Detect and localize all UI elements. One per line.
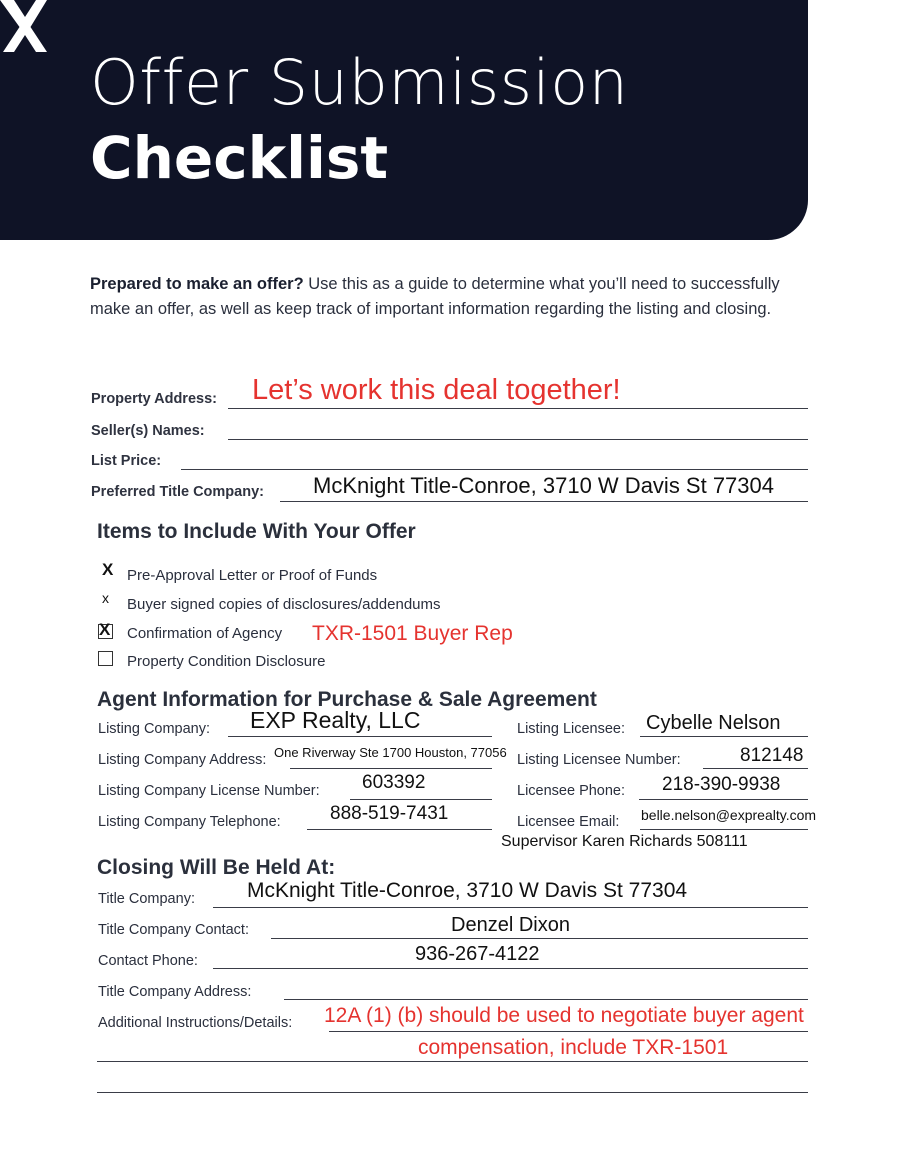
license-number-value[interactable]: 603392 <box>362 772 426 793</box>
agent-heading: Agent Information for Purchase & Sale Agreement <box>97 688 597 711</box>
closing-heading: Closing Will Be Held At: <box>97 856 336 879</box>
item-3-label: Confirmation of Agency <box>127 625 283 642</box>
contact-line <box>271 938 808 939</box>
intro-paragraph <box>90 272 810 321</box>
page-title-line1: Offer Submission <box>90 46 629 119</box>
exp-logo-icon <box>0 0 50 56</box>
page-title-line2: Checklist <box>90 124 389 192</box>
instructions-label: Additional Instructions/Details: <box>98 1015 293 1031</box>
contact-phone-line <box>213 968 808 969</box>
preferred-title-label: Preferred Title Company: <box>91 484 264 500</box>
licensee-email-value[interactable]: belle.nelson@exprealty.com <box>641 807 817 823</box>
intro-text: Use this as a guide to determine what you’ll need to successfully make an offer, as well as keep track of important information regarding the listing and closing. <box>90 275 780 318</box>
item-2-checkbox[interactable]: x <box>102 590 109 606</box>
header-banner <box>0 0 808 240</box>
property-address-line <box>228 408 808 409</box>
telephone-line <box>307 829 492 830</box>
title-company-value[interactable]: McKnight Title-Conroe, 3710 W Davis St 77304 <box>247 879 688 902</box>
licensee-phone-label: Licensee Phone: <box>517 783 626 799</box>
item-4-checkbox[interactable] <box>98 651 113 666</box>
instructions-value-2[interactable]: compensation, include TXR-1501 <box>418 1036 729 1059</box>
licensee-number-label: Listing Licensee Number: <box>517 752 681 768</box>
telephone-label: Listing Company Telephone: <box>98 814 281 830</box>
license-number-line <box>350 799 492 800</box>
item-3-checkbox[interactable]: X <box>99 620 111 639</box>
item-3-note[interactable]: TXR-1501 Buyer Rep <box>312 622 513 645</box>
item-1-checkbox[interactable]: X <box>102 560 114 579</box>
sellers-line <box>228 439 808 440</box>
contact-value[interactable]: Denzel Dixon <box>451 914 570 936</box>
preferred-title-value[interactable]: McKnight Title-Conroe, 3710 W Davis St 77304 <box>313 473 775 498</box>
item-4-label: Property Condition Disclosure <box>127 653 326 670</box>
property-address-value[interactable]: Let’s work this deal together! <box>252 374 621 406</box>
licensee-email-line <box>640 829 808 830</box>
preferred-title-line <box>280 501 808 502</box>
title-address-label: Title Company Address: <box>98 984 252 1000</box>
license-number-label: Listing Company License Number: <box>98 783 320 799</box>
item-2-label: Buyer signed copies of disclosures/addendums <box>127 596 441 613</box>
instructions-line-3 <box>97 1092 808 1093</box>
property-address-label: Property Address: <box>91 391 217 407</box>
licensee-number-value[interactable]: 812148 <box>740 745 804 766</box>
list-price-line <box>181 469 808 470</box>
item-1-label: Pre-Approval Letter or Proof of Funds <box>127 567 378 584</box>
instructions-line-1 <box>329 1031 808 1032</box>
listing-company-label: Listing Company: <box>98 721 211 737</box>
listing-company-value[interactable]: EXP Realty, LLC <box>250 707 421 733</box>
licensee-line <box>640 736 808 737</box>
instructions-value-1[interactable]: 12A (1) (b) should be used to negotiate buyer agent <box>324 1004 804 1027</box>
listing-address-value[interactable]: One Riverway Ste 1700 Houston, 77056 <box>274 745 507 760</box>
listing-address-label: Listing Company Address: <box>98 752 267 768</box>
sellers-label: Seller(s) Names: <box>91 423 205 439</box>
items-heading: Items to Include With Your Offer <box>97 520 416 543</box>
title-company-label: Title Company: <box>98 891 195 907</box>
intro-bold: Prepared to make an offer? <box>90 275 304 293</box>
list-price-label: List Price: <box>91 453 162 469</box>
licensee-number-line <box>703 768 808 769</box>
contact-label: Title Company Contact: <box>98 922 249 938</box>
licensee-label: Listing Licensee: <box>517 721 626 737</box>
licensee-phone-value[interactable]: 218-390-9938 <box>662 774 781 795</box>
licensee-email-label: Licensee Email: <box>517 814 620 830</box>
listing-address-line <box>290 768 492 769</box>
title-address-line <box>284 999 808 1000</box>
contact-phone-label: Contact Phone: <box>98 953 198 969</box>
supervisor-value[interactable]: Supervisor Karen Richards 508111 <box>501 833 748 850</box>
licensee-value[interactable]: Cybelle Nelson <box>646 712 781 734</box>
telephone-value[interactable]: 888-519-7431 <box>330 803 449 824</box>
listing-company-line <box>228 736 492 737</box>
contact-phone-value[interactable]: 936-267-4122 <box>415 943 540 965</box>
instructions-line-2 <box>97 1061 808 1062</box>
licensee-phone-line <box>639 799 808 800</box>
title-company-line <box>213 907 808 908</box>
